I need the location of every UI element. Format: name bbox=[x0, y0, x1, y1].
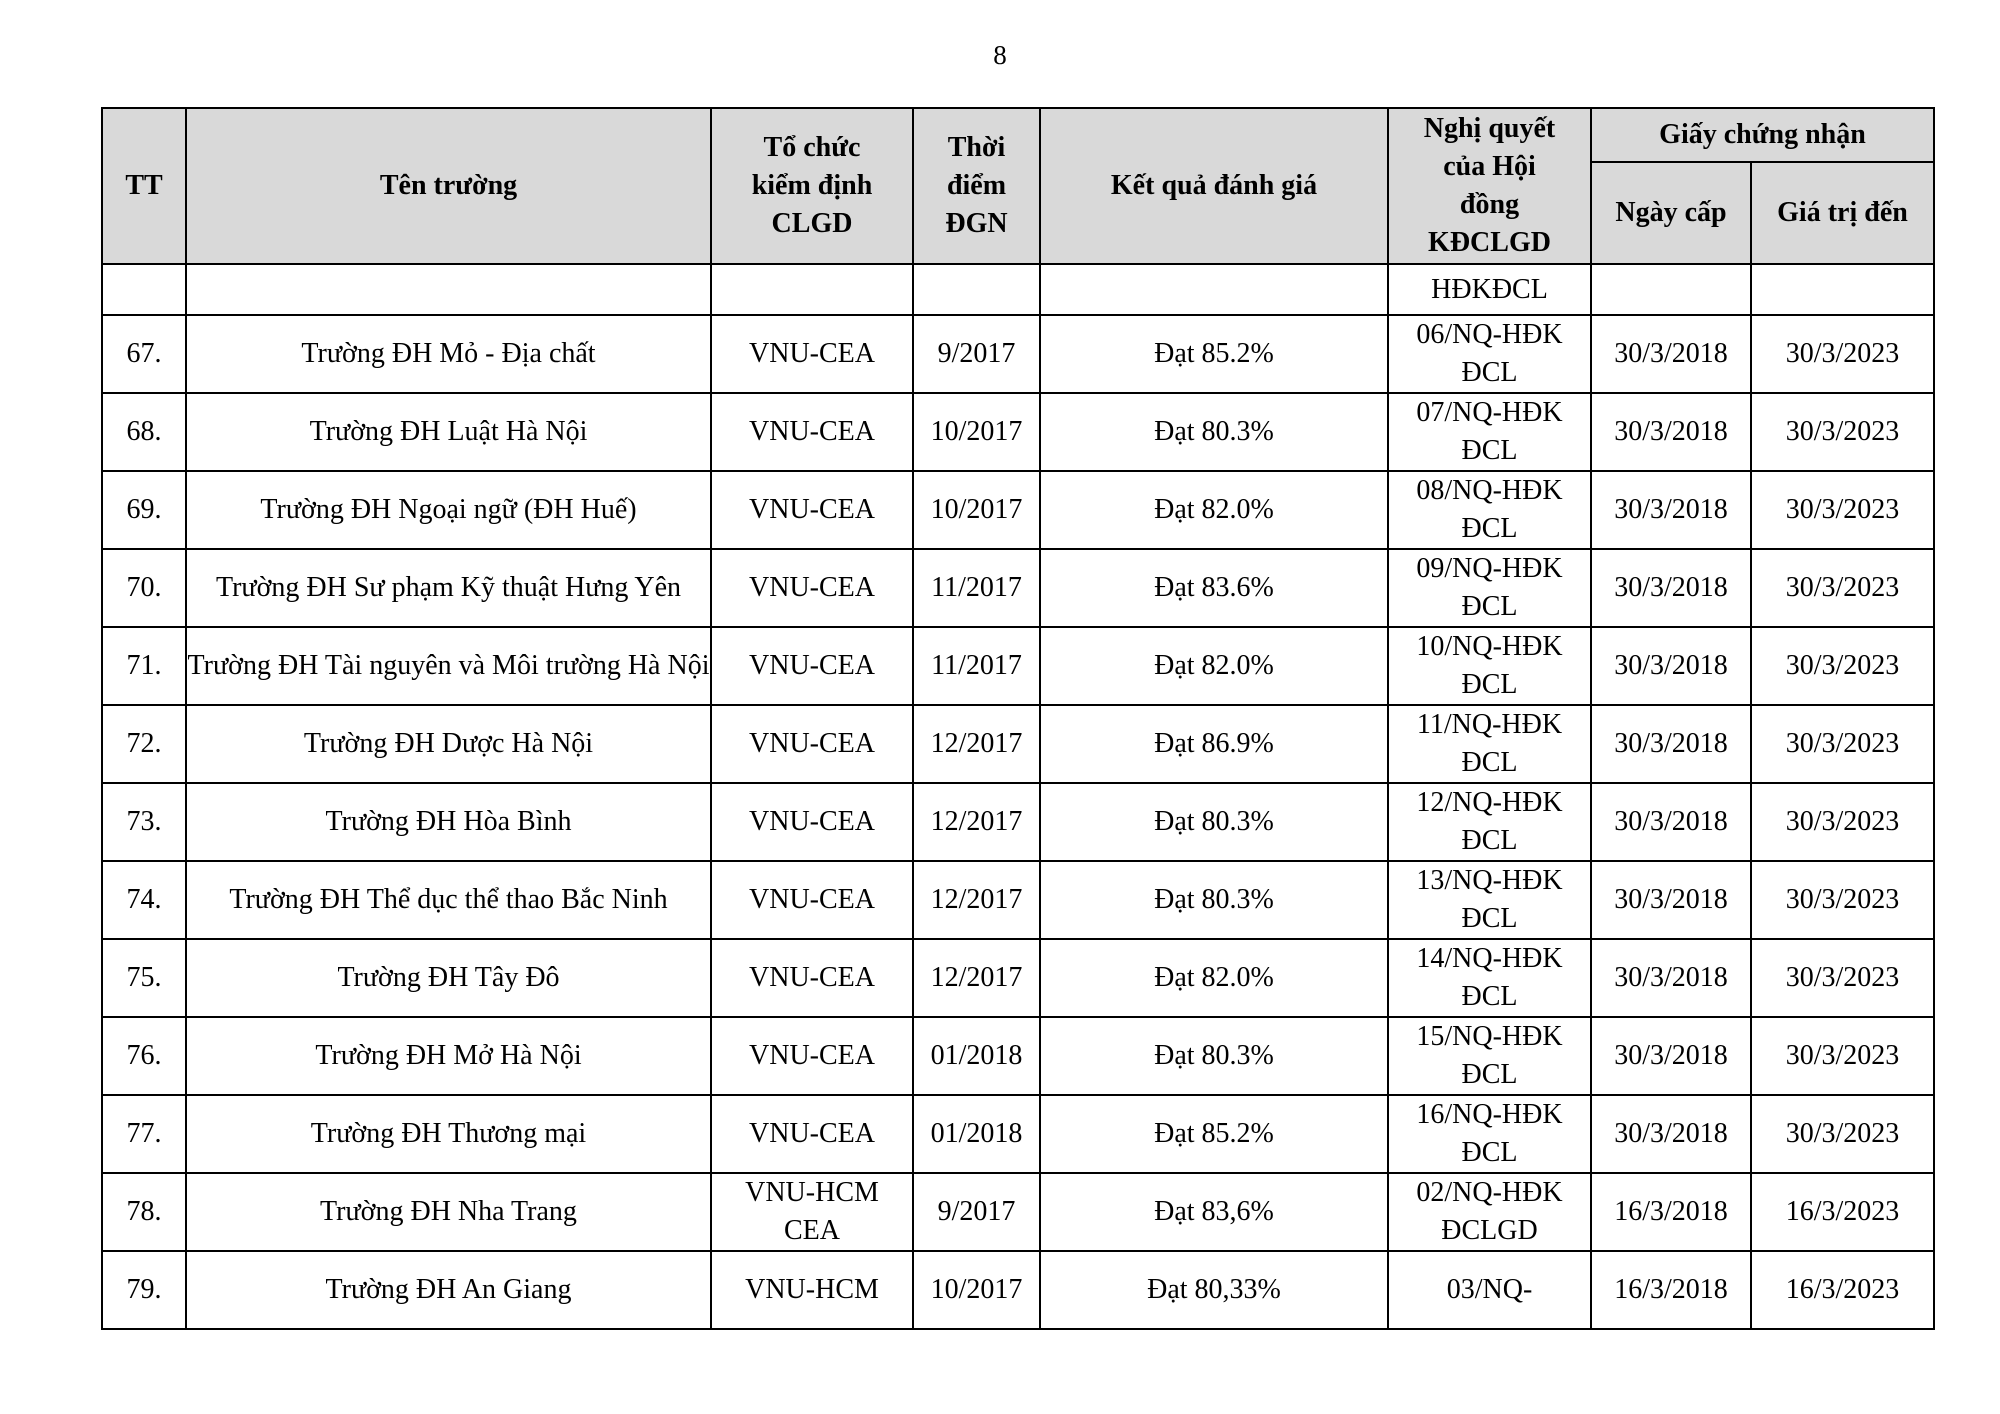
cell-accreditation-org: VNU-CEA bbox=[711, 1017, 913, 1095]
cell-school-name bbox=[186, 264, 711, 315]
cell-tt bbox=[102, 264, 186, 315]
cell-council-resolution: 11/NQ-HĐKĐCL bbox=[1388, 705, 1591, 783]
cell-school-name: Trường ĐH Sư phạm Kỹ thuật Hưng Yên bbox=[186, 549, 711, 627]
cell-tt: 78. bbox=[102, 1173, 186, 1251]
cell-school-name: Trường ĐH Ngoại ngữ (ĐH Huế) bbox=[186, 471, 711, 549]
cell-issue-date: 16/3/2018 bbox=[1591, 1173, 1751, 1251]
table-row bbox=[102, 1017, 1934, 1095]
table-row bbox=[102, 549, 1934, 627]
cell-school-name: Trường ĐH Mỏ - Địa chất bbox=[186, 315, 711, 393]
cell-valid-until: 30/3/2023 bbox=[1751, 1095, 1934, 1173]
cell-council-resolution: 10/NQ-HĐKĐCL bbox=[1388, 627, 1591, 705]
cell-accreditation-org: VNU-CEA bbox=[711, 939, 913, 1017]
cell-valid-until: 30/3/2023 bbox=[1751, 627, 1934, 705]
cell-council-resolution: 15/NQ-HĐKĐCL bbox=[1388, 1017, 1591, 1095]
cell-school-name: Trường ĐH Mở Hà Nội bbox=[186, 1017, 711, 1095]
header-evaluation-result: Kết quả đánh giá bbox=[1040, 108, 1388, 264]
cell-evaluation-result: Đạt 86.9% bbox=[1040, 705, 1388, 783]
cell-issue-date: 30/3/2018 bbox=[1591, 1095, 1751, 1173]
cell-evaluation-time: 10/2017 bbox=[913, 1251, 1040, 1329]
table-row bbox=[102, 471, 1934, 549]
cell-evaluation-result: Đạt 80.3% bbox=[1040, 1017, 1388, 1095]
cell-tt: 77. bbox=[102, 1095, 186, 1173]
cell-valid-until: 30/3/2023 bbox=[1751, 939, 1934, 1017]
cell-evaluation-result bbox=[1040, 264, 1388, 315]
cell-valid-until: 30/3/2023 bbox=[1751, 783, 1934, 861]
header-certificate: Giấy chứng nhận bbox=[1591, 108, 1934, 162]
cell-issue-date: 30/3/2018 bbox=[1591, 393, 1751, 471]
cell-evaluation-time: 11/2017 bbox=[913, 549, 1040, 627]
table-row bbox=[102, 1173, 1934, 1251]
cell-evaluation-time: 10/2017 bbox=[913, 471, 1040, 549]
cell-issue-date: 30/3/2018 bbox=[1591, 471, 1751, 549]
cell-accreditation-org: VNU-CEA bbox=[711, 783, 913, 861]
table-row bbox=[102, 1095, 1934, 1173]
cell-evaluation-time bbox=[913, 264, 1040, 315]
cell-council-resolution: 06/NQ-HĐKĐCL bbox=[1388, 315, 1591, 393]
cell-valid-until: 30/3/2023 bbox=[1751, 861, 1934, 939]
cell-tt: 71. bbox=[102, 627, 186, 705]
cell-evaluation-time: 9/2017 bbox=[913, 315, 1040, 393]
cell-evaluation-result: Đạt 85.2% bbox=[1040, 1095, 1388, 1173]
cell-council-resolution: 12/NQ-HĐKĐCL bbox=[1388, 783, 1591, 861]
cell-evaluation-time: 12/2017 bbox=[913, 861, 1040, 939]
cell-issue-date: 30/3/2018 bbox=[1591, 783, 1751, 861]
table-row bbox=[102, 315, 1934, 393]
cell-evaluation-time: 11/2017 bbox=[913, 627, 1040, 705]
header-school-name: Tên trường bbox=[186, 108, 711, 264]
cell-school-name: Trường ĐH Thương mại bbox=[186, 1095, 711, 1173]
cell-evaluation-result: Đạt 82.0% bbox=[1040, 627, 1388, 705]
cell-school-name: Trường ĐH Nha Trang bbox=[186, 1173, 711, 1251]
cell-accreditation-org: VNU-CEA bbox=[711, 549, 913, 627]
cell-evaluation-result: Đạt 80.3% bbox=[1040, 783, 1388, 861]
table-row bbox=[102, 705, 1934, 783]
accreditation-table bbox=[101, 107, 1935, 1330]
cell-tt: 69. bbox=[102, 471, 186, 549]
header-issue-date: Ngày cấp bbox=[1591, 162, 1751, 264]
cell-accreditation-org: VNU-HCM bbox=[711, 1251, 913, 1329]
cell-school-name: Trường ĐH An Giang bbox=[186, 1251, 711, 1329]
page-number: 8 bbox=[993, 40, 1007, 70]
cell-tt: 74. bbox=[102, 861, 186, 939]
cell-accreditation-org: VNU-CEA bbox=[711, 315, 913, 393]
header-tt: TT bbox=[102, 108, 186, 264]
cell-evaluation-time: 01/2018 bbox=[913, 1017, 1040, 1095]
table-row bbox=[102, 861, 1934, 939]
cell-valid-until: 16/3/2023 bbox=[1751, 1251, 1934, 1329]
header-accreditation-org: Tổ chức kiểm định CLGD bbox=[711, 108, 913, 264]
cell-evaluation-time: 12/2017 bbox=[913, 705, 1040, 783]
cell-evaluation-result: Đạt 82.0% bbox=[1040, 939, 1388, 1017]
cell-valid-until: 16/3/2023 bbox=[1751, 1173, 1934, 1251]
cell-valid-until: 30/3/2023 bbox=[1751, 315, 1934, 393]
table-row bbox=[102, 393, 1934, 471]
cell-school-name: Trường ĐH Luật Hà Nội bbox=[186, 393, 711, 471]
cell-council-resolution: HĐKĐCL bbox=[1388, 264, 1591, 315]
table-row bbox=[102, 939, 1934, 1017]
cell-tt: 79. bbox=[102, 1251, 186, 1329]
cell-issue-date: 30/3/2018 bbox=[1591, 939, 1751, 1017]
cell-school-name: Trường ĐH Tây Đô bbox=[186, 939, 711, 1017]
table-row bbox=[102, 1251, 1934, 1329]
cell-evaluation-result: Đạt 85.2% bbox=[1040, 315, 1388, 393]
cell-tt: 72. bbox=[102, 705, 186, 783]
cell-accreditation-org: VNU-CEA bbox=[711, 861, 913, 939]
cell-evaluation-result: Đạt 83,6% bbox=[1040, 1173, 1388, 1251]
cell-council-resolution: 02/NQ-HĐKĐCLGD bbox=[1388, 1173, 1591, 1251]
cell-issue-date: 16/3/2018 bbox=[1591, 1251, 1751, 1329]
cell-accreditation-org bbox=[711, 264, 913, 315]
cell-issue-date: 30/3/2018 bbox=[1591, 705, 1751, 783]
table-row-continuation bbox=[102, 264, 1934, 315]
cell-school-name: Trường ĐH Thể dục thể thao Bắc Ninh bbox=[186, 861, 711, 939]
cell-council-resolution: 07/NQ-HĐKĐCL bbox=[1388, 393, 1591, 471]
cell-evaluation-time: 9/2017 bbox=[913, 1173, 1040, 1251]
cell-tt: 68. bbox=[102, 393, 186, 471]
cell-tt: 75. bbox=[102, 939, 186, 1017]
cell-tt: 67. bbox=[102, 315, 186, 393]
table-row bbox=[102, 627, 1934, 705]
cell-accreditation-org: VNU-CEA bbox=[711, 627, 913, 705]
cell-school-name: Trường ĐH Tài nguyên và Môi trường Hà Nội bbox=[186, 627, 711, 705]
cell-tt: 76. bbox=[102, 1017, 186, 1095]
cell-tt: 70. bbox=[102, 549, 186, 627]
table-row bbox=[102, 783, 1934, 861]
cell-evaluation-result: Đạt 83.6% bbox=[1040, 549, 1388, 627]
cell-issue-date: 30/3/2018 bbox=[1591, 627, 1751, 705]
cell-evaluation-time: 10/2017 bbox=[913, 393, 1040, 471]
cell-accreditation-org: VNU-CEA bbox=[711, 705, 913, 783]
table-header bbox=[102, 108, 1934, 264]
cell-accreditation-org: VNU-CEA bbox=[711, 393, 913, 471]
cell-valid-until: 30/3/2023 bbox=[1751, 471, 1934, 549]
cell-school-name: Trường ĐH Dược Hà Nội bbox=[186, 705, 711, 783]
table-body bbox=[102, 264, 1934, 1329]
cell-issue-date: 30/3/2018 bbox=[1591, 1017, 1751, 1095]
cell-council-resolution: 13/NQ-HĐKĐCL bbox=[1388, 861, 1591, 939]
cell-accreditation-org: VNU-CEA bbox=[711, 471, 913, 549]
cell-evaluation-time: 01/2018 bbox=[913, 1095, 1040, 1173]
cell-accreditation-org: VNU-CEA bbox=[711, 1095, 913, 1173]
cell-evaluation-time: 12/2017 bbox=[913, 783, 1040, 861]
cell-issue-date: 30/3/2018 bbox=[1591, 315, 1751, 393]
cell-valid-until: 30/3/2023 bbox=[1751, 705, 1934, 783]
cell-valid-until bbox=[1751, 264, 1934, 315]
cell-issue-date: 30/3/2018 bbox=[1591, 861, 1751, 939]
cell-council-resolution: 16/NQ-HĐKĐCL bbox=[1388, 1095, 1591, 1173]
cell-council-resolution: 09/NQ-HĐKĐCL bbox=[1388, 549, 1591, 627]
cell-valid-until: 30/3/2023 bbox=[1751, 1017, 1934, 1095]
cell-tt: 73. bbox=[102, 783, 186, 861]
cell-evaluation-result: Đạt 82.0% bbox=[1040, 471, 1388, 549]
cell-council-resolution: 14/NQ-HĐKĐCL bbox=[1388, 939, 1591, 1017]
cell-valid-until: 30/3/2023 bbox=[1751, 549, 1934, 627]
cell-evaluation-result: Đạt 80,33% bbox=[1040, 1251, 1388, 1329]
cell-evaluation-result: Đạt 80.3% bbox=[1040, 861, 1388, 939]
cell-issue-date: 30/3/2018 bbox=[1591, 549, 1751, 627]
cell-evaluation-result: Đạt 80.3% bbox=[1040, 393, 1388, 471]
cell-issue-date bbox=[1591, 264, 1751, 315]
cell-accreditation-org: VNU-HCM CEA bbox=[711, 1173, 913, 1251]
cell-council-resolution: 08/NQ-HĐKĐCL bbox=[1388, 471, 1591, 549]
cell-school-name: Trường ĐH Hòa Bình bbox=[186, 783, 711, 861]
cell-valid-until: 30/3/2023 bbox=[1751, 393, 1934, 471]
cell-evaluation-time: 12/2017 bbox=[913, 939, 1040, 1017]
cell-council-resolution: 03/NQ- bbox=[1388, 1251, 1591, 1329]
header-valid-until: Giá trị đến bbox=[1751, 162, 1934, 264]
header-council-resolution: Nghị quyết của Hội đồng KĐCLGD bbox=[1388, 108, 1591, 264]
header-evaluation-time: Thời điểm ĐGN bbox=[913, 108, 1040, 264]
